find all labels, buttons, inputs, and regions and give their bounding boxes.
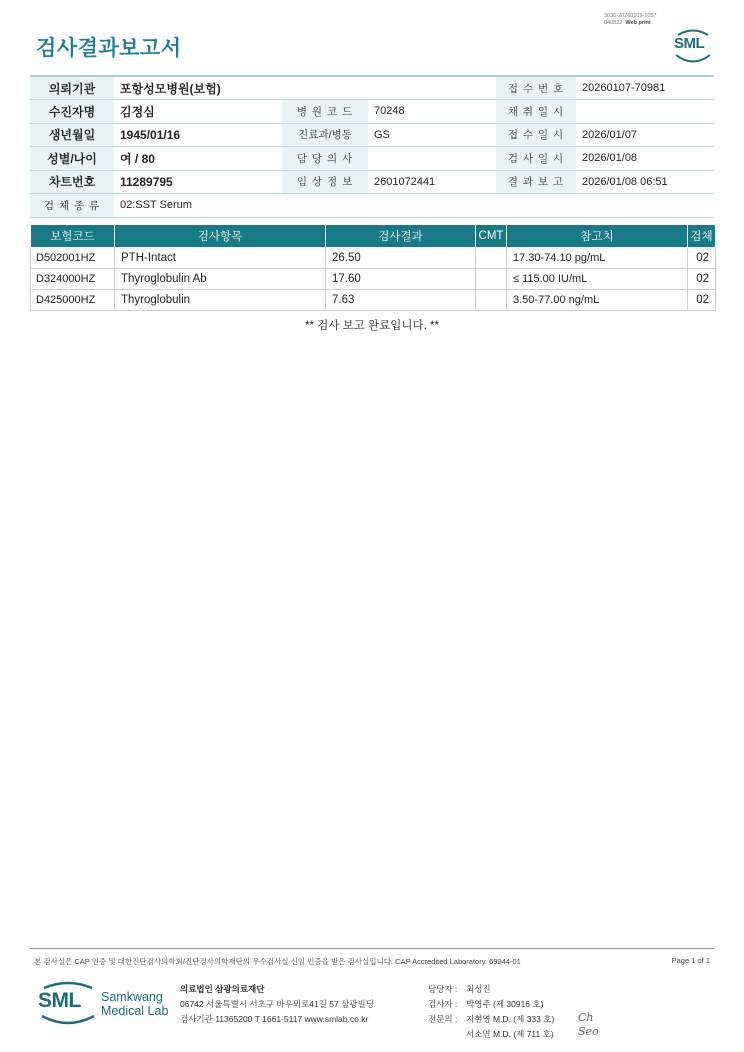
col-header-reference: 참고치 xyxy=(507,225,688,247)
page-title: 검사결과보고서 xyxy=(36,37,182,60)
item-cell: Thyroglobulin xyxy=(115,289,326,310)
col-header-cmt: CMT xyxy=(476,225,507,247)
sex-age-value: 여 / 80 xyxy=(114,147,282,171)
birth-value: 1945/01/16 xyxy=(114,123,282,147)
patient-info-table xyxy=(30,75,714,218)
specimen-cell: 02 xyxy=(688,289,716,310)
collect-date-value xyxy=(576,100,714,124)
specialist-label: 전문의 : xyxy=(428,1014,458,1024)
hospital-code-label: 병 원 코 드 xyxy=(282,100,368,124)
patient-label: 수진자명 xyxy=(30,100,114,124)
report-date-label: 결 과 보 고 xyxy=(496,170,576,194)
org-name: 의료법인 삼광의료재단 xyxy=(180,984,265,994)
receipt-no-label: 접 수 번 호 xyxy=(496,76,576,100)
logo-text: SML xyxy=(674,35,705,52)
org-address: 06742 서울특별시 서초구 바우뫼로41길 57 삼광빌딩 xyxy=(180,999,374,1009)
staff-label: 담당자 : xyxy=(428,984,458,994)
test-date-label: 검 사 일 시 xyxy=(496,147,576,171)
clinical-value: 2601072441 xyxy=(368,170,496,194)
cmt-cell xyxy=(476,247,507,268)
reference-cell: ≤ 115.00 IU/mL xyxy=(507,268,688,289)
dept-value: GS xyxy=(368,123,496,147)
receipt-date-value: 2026/01/07 xyxy=(576,123,714,147)
specimen-label: 검 체 종 류 xyxy=(30,194,114,218)
item-cell: Thyroglobulin Ab xyxy=(115,268,326,289)
info-row xyxy=(30,76,714,100)
clinical-label: 임 상 정 보 xyxy=(282,170,368,194)
signature-2: Seo xyxy=(578,1025,599,1038)
cmt-cell xyxy=(476,289,507,310)
code-cell: D425000HZ xyxy=(31,289,115,310)
receipt-no-value: 20260107-70981 xyxy=(576,76,714,100)
collect-date-label: 채 취 일 시 xyxy=(496,100,576,124)
reference-cell: 17.30-74.10 pg/mL xyxy=(507,247,688,268)
info-row xyxy=(30,194,714,218)
table-row xyxy=(31,289,716,310)
col-header-specimen: 검체 xyxy=(688,225,716,247)
sml-logo-bottom xyxy=(36,980,169,1026)
print-meta xyxy=(604,13,657,26)
report-complete-message: ** 검사 보고 완료입니다. ** xyxy=(305,320,439,332)
logo-name-line2: Medical Lab xyxy=(101,1004,169,1018)
results-header-row xyxy=(31,225,716,247)
print-meta-label: Web print xyxy=(625,19,651,26)
test-date-value: 2026/01/08 xyxy=(576,147,714,171)
organization-info xyxy=(180,982,374,1027)
specimen-cell: 02 xyxy=(688,247,716,268)
staff-info xyxy=(428,982,554,1042)
tester-label: 검사자 : xyxy=(428,999,458,1009)
info-row xyxy=(30,100,714,124)
table-row xyxy=(31,247,716,268)
sex-age-label: 성별/나이 xyxy=(30,147,114,171)
logo-name-line1: Samkwang xyxy=(101,990,163,1004)
accreditation-note: 본 검사실은 CAP 인증 및 대한진단검사의학회/진단검사의학재단의 우수검사실 신임 인증을 받은 검사실입니다. CAP Accredited Laboratory. 69944-01 xyxy=(34,957,521,966)
reference-cell: 3.50-77.00 ng/mL xyxy=(507,289,688,310)
receipt-date-label: 접 수 일 시 xyxy=(496,123,576,147)
dept-label: 진료과/병동 xyxy=(282,123,368,147)
page-indicator: Page 1 of 1 xyxy=(671,956,710,965)
sml-logo-top xyxy=(672,26,714,66)
hospital-code-value: 70248 xyxy=(368,100,496,124)
signature-1: Ch xyxy=(578,1011,594,1024)
item-cell: PTH-Intact xyxy=(115,247,326,268)
code-cell: D324000HZ xyxy=(31,268,115,289)
footer-divider xyxy=(30,948,714,949)
org-contact: 검사기관 11365200 T 1661-5117 www.smlab.co.kr xyxy=(180,1014,369,1024)
info-row xyxy=(30,170,714,194)
col-header-code: 보험코드 xyxy=(31,225,115,247)
logo-text: SML xyxy=(38,989,81,1012)
chart-no-value: 11289795 xyxy=(114,170,282,194)
info-row xyxy=(30,123,714,147)
result-cell: 26.50 xyxy=(326,247,476,268)
col-header-item: 검사항목 xyxy=(115,225,326,247)
specimen-value: 02:SST Serum xyxy=(114,194,714,218)
patient-value: 김정심 xyxy=(114,100,282,124)
cmt-cell xyxy=(476,268,507,289)
result-cell: 7.63 xyxy=(326,289,476,310)
table-row xyxy=(31,268,716,289)
specialist2-value: 서소연 M.D. (제 711 호) xyxy=(466,1029,554,1039)
results-table xyxy=(30,225,716,311)
code-cell: D502001HZ xyxy=(31,247,115,268)
chart-no-label: 차트번호 xyxy=(30,170,114,194)
info-row xyxy=(30,147,714,171)
doctor-value xyxy=(368,147,496,171)
birth-label: 생년월일 xyxy=(30,123,114,147)
requester-value: 포항성모병원(보험) xyxy=(114,76,496,100)
requester-label: 의뢰기관 xyxy=(30,76,114,100)
print-meta-line1: 3036-20260109-1057 xyxy=(604,13,657,19)
staff-value: 최성진 xyxy=(466,984,491,994)
specimen-cell: 02 xyxy=(688,268,716,289)
result-cell: 17.60 xyxy=(326,268,476,289)
print-meta-code: 040822 xyxy=(604,19,623,26)
tester-value: 박영주 (제 30916 호) xyxy=(466,999,544,1009)
col-header-result: 검사결과 xyxy=(326,225,476,247)
specialist1-value: 지현영 M.D. (제 333 호) xyxy=(466,1014,555,1024)
report-date-value: 2026/01/08 06:51 xyxy=(576,170,714,194)
doctor-label: 담 당 의 사 xyxy=(282,147,368,171)
